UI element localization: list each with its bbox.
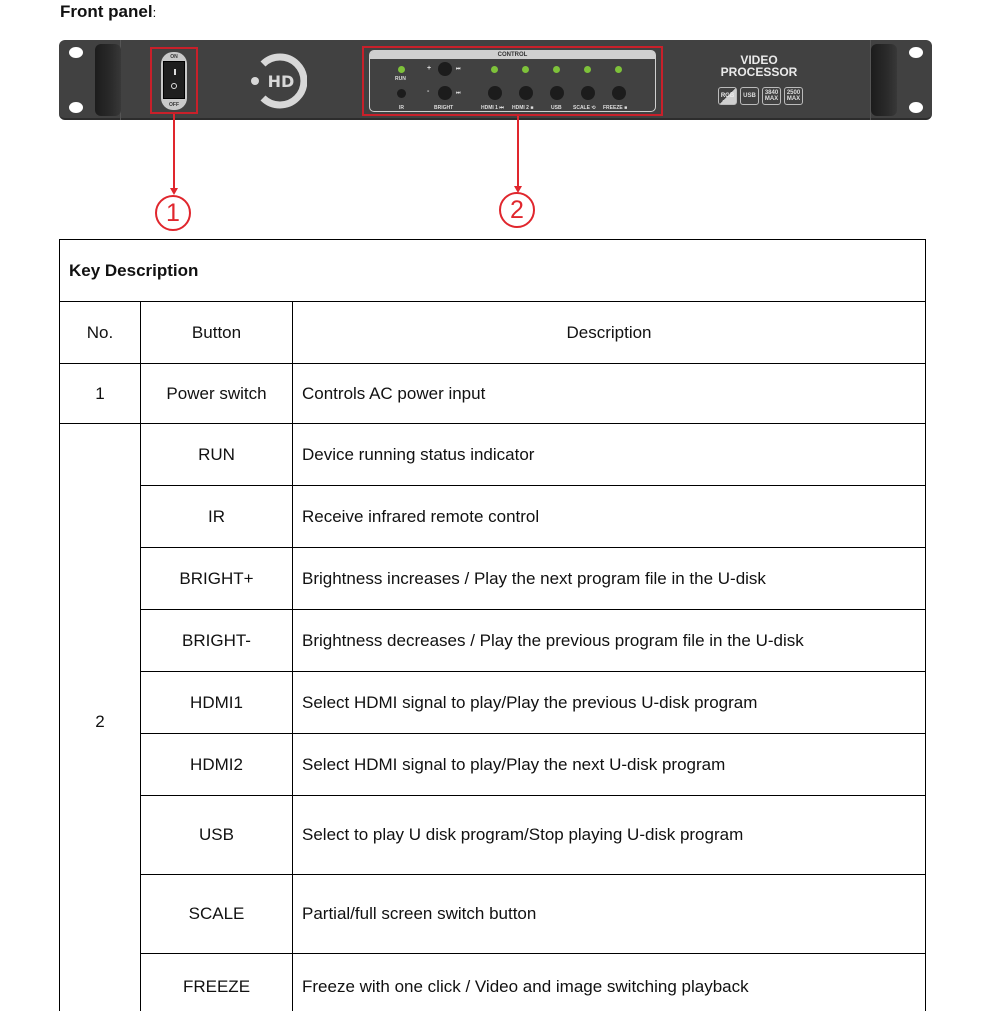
resolution-3840-badge-icon: 3840 MAX [762, 87, 781, 105]
table-row: FREEZE Freeze with one click / Video and image switching playback [60, 954, 926, 1011]
hdmi2-led-icon [522, 66, 529, 73]
scale-led-icon [584, 66, 591, 73]
resolution-2500-badge-icon: 2500 MAX [784, 87, 803, 105]
rgb-badge-icon: RGB [718, 87, 737, 105]
table-row: SCALE Partial/full screen switch button [60, 875, 926, 954]
brand-label: VIDEO PROCESSOR [720, 53, 798, 79]
table-title: Key Description [60, 240, 926, 302]
table-row: 2 RUN Device running status indicator [60, 424, 926, 486]
callout-line-1 [173, 114, 175, 193]
hd-logo-icon [249, 52, 307, 110]
callout-line-2 [517, 116, 519, 191]
table-header-row: No. Button Description [60, 302, 926, 364]
svg-text:HD: HD [267, 72, 295, 91]
bright-plus-button [438, 62, 452, 76]
power-rocker-switch: ON OFF [161, 52, 187, 110]
callout-marker-2: 2 [499, 192, 535, 228]
mounting-hole-icon [909, 102, 923, 113]
usb-badge-icon: USB [740, 87, 759, 105]
run-led-icon [398, 66, 405, 73]
key-description-table [59, 239, 926, 1011]
power-on-symbol-icon [174, 69, 176, 75]
table-row: HDMI2 Select HDMI signal to play/Play the next U-disk program [60, 734, 926, 796]
control-title: CONTROL [370, 51, 655, 59]
control-area-highlight [362, 46, 663, 116]
arrow-down-icon [170, 188, 178, 195]
table-row: 1 Power switch Controls AC power input [60, 364, 926, 424]
table-row: USB Select to play U disk program/Stop playing U-disk program [60, 796, 926, 875]
freeze-button [612, 86, 626, 100]
mounting-hole-icon [69, 47, 83, 58]
hdmi1-led-icon [491, 66, 498, 73]
table-row: HDMI1 Select HDMI signal to play/Play the previous U-disk program [60, 672, 926, 734]
hdmi2-button [519, 86, 533, 100]
control-panel: CONTROL RUN IR + ⏮ - ⏭ BRIGHT HDMI 1 ⏮ HDMI 2 ■ USB SCALE ⟲ FREEZE ■ [369, 50, 656, 112]
table-row: BRIGHT+ Brightness increases / Play the next program file in the U-disk [60, 548, 926, 610]
table-row: IR Receive infrared remote control [60, 486, 926, 548]
section-heading: Front panel: [60, 2, 157, 21]
power-off-symbol-icon [171, 83, 177, 89]
usb-led-icon [553, 66, 560, 73]
power-switch-highlight [150, 47, 198, 114]
rocker-body [163, 61, 185, 99]
rack-ear-left [59, 40, 121, 120]
table-row: BRIGHT- Brightness decreases / Play the previous program file in the U-disk [60, 610, 926, 672]
usb-button [550, 86, 564, 100]
freeze-led-icon [615, 66, 622, 73]
scale-button [581, 86, 595, 100]
hdmi1-button [488, 86, 502, 100]
ir-receiver-icon [397, 89, 406, 98]
front-panel-diagram [59, 40, 932, 120]
bright-minus-button [438, 86, 452, 100]
rack-ear-right [870, 40, 932, 120]
mounting-hole-icon [909, 47, 923, 58]
rack-handle [95, 44, 121, 116]
rack-handle [871, 44, 897, 116]
callout-marker-1: 1 [155, 195, 191, 231]
feature-badges [718, 87, 803, 105]
mounting-hole-icon [69, 102, 83, 113]
